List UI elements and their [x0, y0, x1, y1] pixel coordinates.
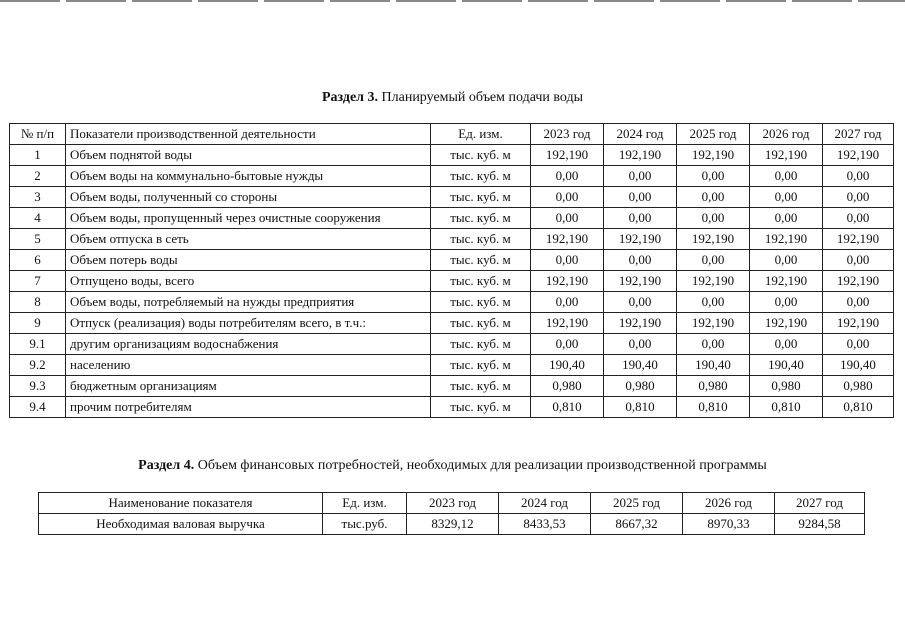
table-cell: 192,190	[604, 313, 677, 334]
table-cell: 0,00	[750, 250, 823, 271]
table-cell: 8	[10, 292, 66, 313]
table-cell: 8329,12	[407, 514, 499, 535]
header-cell-2023: 2023 год	[531, 124, 604, 145]
header-cell-2027: 2027 год	[823, 124, 894, 145]
table-cell: 0,810	[677, 397, 750, 418]
table-cell: 0,00	[677, 208, 750, 229]
water-supply-table	[9, 123, 894, 418]
table-cell: 0,00	[531, 187, 604, 208]
table-cell: тыс. куб. м	[431, 229, 531, 250]
table-row	[10, 145, 894, 166]
table-cell: Объем воды на коммунально-бытовые нужды	[66, 166, 431, 187]
table-cell: 190,40	[604, 355, 677, 376]
table-cell: Объем воды, полученный со стороны	[66, 187, 431, 208]
table-cell: 0,00	[750, 166, 823, 187]
table-row	[10, 271, 894, 292]
table-cell: 3	[10, 187, 66, 208]
table-cell: бюджетным организациям	[66, 376, 431, 397]
table-cell: тыс. куб. м	[431, 187, 531, 208]
table-cell: 192,190	[531, 145, 604, 166]
table-cell: другим организациям водоснабжения	[66, 334, 431, 355]
table-cell: 0,00	[823, 334, 894, 355]
table-cell: 192,190	[604, 145, 677, 166]
table-cell: 0,00	[823, 250, 894, 271]
table-cell: Объем отпуска в сеть	[66, 229, 431, 250]
table-cell: Объем потерь воды	[66, 250, 431, 271]
table-cell: Объем воды, потребляемый на нужды предприятия	[66, 292, 431, 313]
table-cell: 192,190	[677, 313, 750, 334]
table-row	[10, 334, 894, 355]
table-cell: тыс. куб. м	[431, 334, 531, 355]
table-cell: 192,190	[677, 145, 750, 166]
table-cell: 0,00	[604, 187, 677, 208]
table-cell: 190,40	[823, 355, 894, 376]
header-cell-unit: Ед. изм.	[323, 493, 407, 514]
section-3-title-bold: Раздел 3.	[321, 90, 379, 105]
table-cell: 192,190	[823, 313, 894, 334]
table-cell: 8433,53	[499, 514, 591, 535]
table-cell: 0,00	[750, 187, 823, 208]
table-cell: Объем воды, пропущенный через очистные сооружения	[66, 208, 431, 229]
table-row	[10, 313, 894, 334]
table-cell: тыс. куб. м	[431, 376, 531, 397]
section-3-title	[0, 90, 905, 106]
table-cell: 192,190	[750, 271, 823, 292]
table-header-row	[10, 124, 894, 145]
table-row	[39, 514, 865, 535]
table-cell: тыс. куб. м	[431, 292, 531, 313]
table-row	[10, 250, 894, 271]
table-cell: 0,00	[677, 292, 750, 313]
table-cell: 0,980	[750, 376, 823, 397]
table-cell: 8667,32	[591, 514, 683, 535]
table-row	[10, 397, 894, 418]
table-cell: 190,40	[531, 355, 604, 376]
table-cell: 6	[10, 250, 66, 271]
table-header-row	[39, 493, 865, 514]
table-cell: 0,00	[823, 187, 894, 208]
table-cell: 9.2	[10, 355, 66, 376]
table-cell: 9.3	[10, 376, 66, 397]
section-4-title-bold: Раздел 4.	[138, 458, 195, 473]
section-4-title-text: Объем финансовых потребностей, необходимых для реализации производственной программы	[197, 458, 767, 473]
table-cell: 192,190	[604, 229, 677, 250]
table-cell: Объем поднятой воды	[66, 145, 431, 166]
table-cell: 0,00	[531, 292, 604, 313]
table-cell: 0,00	[531, 334, 604, 355]
table-cell: 0,980	[604, 376, 677, 397]
table-row	[10, 292, 894, 313]
header-cell-2026: 2026 год	[683, 493, 775, 514]
table-cell: 9.4	[10, 397, 66, 418]
table-cell: 0,00	[823, 208, 894, 229]
table-cell: 0,00	[677, 187, 750, 208]
table-cell: тыс. куб. м	[431, 271, 531, 292]
table-cell: 0,810	[604, 397, 677, 418]
table-row	[10, 187, 894, 208]
table-cell: тыс. куб. м	[431, 166, 531, 187]
table-cell: 0,00	[677, 334, 750, 355]
header-cell-2024: 2024 год	[604, 124, 677, 145]
table-cell: населению	[66, 355, 431, 376]
table-cell: 190,40	[750, 355, 823, 376]
table-cell: 1	[10, 145, 66, 166]
table-cell: 192,190	[823, 271, 894, 292]
scan-top-edge	[0, 0, 905, 2]
table-cell: 192,190	[750, 313, 823, 334]
table-cell: 192,190	[531, 313, 604, 334]
table-row	[10, 376, 894, 397]
table-cell: 9.1	[10, 334, 66, 355]
table-cell: 9284,58	[775, 514, 865, 535]
table-cell: 8970,33	[683, 514, 775, 535]
table-cell: 0,00	[604, 334, 677, 355]
table-cell: тыс. куб. м	[431, 208, 531, 229]
table-cell: 0,00	[677, 250, 750, 271]
table-cell: тыс. куб. м	[431, 355, 531, 376]
table-cell: Отпущено воды, всего	[66, 271, 431, 292]
table-cell: 192,190	[531, 271, 604, 292]
table-cell: 0,00	[531, 208, 604, 229]
table-cell: 0,00	[677, 166, 750, 187]
table-cell: 192,190	[750, 145, 823, 166]
section-4-title	[0, 458, 905, 474]
table-cell: прочим потребителям	[66, 397, 431, 418]
table-cell: 0,980	[823, 376, 894, 397]
table-cell: 2	[10, 166, 66, 187]
table-cell: 0,00	[604, 250, 677, 271]
table-cell: 0,810	[823, 397, 894, 418]
table-cell: 192,190	[823, 145, 894, 166]
table-cell: 192,190	[750, 229, 823, 250]
table-cell: 192,190	[531, 229, 604, 250]
table-cell: 192,190	[677, 229, 750, 250]
header-cell-indicator: Показатели производственной деятельности	[66, 124, 431, 145]
water-supply-table-body	[10, 145, 894, 418]
table-cell: 192,190	[823, 229, 894, 250]
table-cell: 0,00	[750, 292, 823, 313]
table-cell: тыс. куб. м	[431, 250, 531, 271]
table-cell: 0,00	[531, 250, 604, 271]
table-row	[10, 229, 894, 250]
table-cell: 5	[10, 229, 66, 250]
table-cell: 192,190	[604, 271, 677, 292]
table-row	[10, 208, 894, 229]
table-cell: тыс.руб.	[323, 514, 407, 535]
table-cell: 0,980	[531, 376, 604, 397]
table-cell: 192,190	[677, 271, 750, 292]
table-cell: 190,40	[677, 355, 750, 376]
table-cell: 0,810	[531, 397, 604, 418]
table-cell: 0,980	[677, 376, 750, 397]
table-cell: 0,00	[531, 166, 604, 187]
table-cell: тыс. куб. м	[431, 145, 531, 166]
table-row	[10, 166, 894, 187]
table-cell: 7	[10, 271, 66, 292]
header-cell-2024: 2024 год	[499, 493, 591, 514]
financial-needs-table	[38, 492, 865, 535]
table-cell: тыс. куб. м	[431, 313, 531, 334]
table-cell: 0,00	[604, 208, 677, 229]
section-3-title-text: Планируемый объем подачи воды	[381, 90, 584, 105]
table-row	[10, 355, 894, 376]
table-cell: 9	[10, 313, 66, 334]
table-cell: 0,00	[604, 292, 677, 313]
table-cell: 0,00	[750, 208, 823, 229]
table-cell: 0,00	[823, 292, 894, 313]
table-cell: 0,00	[823, 166, 894, 187]
header-cell-2025: 2025 год	[677, 124, 750, 145]
table-cell: 0,00	[750, 334, 823, 355]
table-cell: 0,810	[750, 397, 823, 418]
header-cell-2025: 2025 год	[591, 493, 683, 514]
table-cell: Отпуск (реализация) воды потребителям всего, в т.ч.:	[66, 313, 431, 334]
table-cell: тыс. куб. м	[431, 397, 531, 418]
header-cell-2026: 2026 год	[750, 124, 823, 145]
header-cell-unit: Ед. изм.	[431, 124, 531, 145]
table-cell: 4	[10, 208, 66, 229]
table-cell: 0,00	[604, 166, 677, 187]
header-cell-2023: 2023 год	[407, 493, 499, 514]
header-cell-number: № п/п	[10, 124, 66, 145]
header-cell-2027: 2027 год	[775, 493, 865, 514]
financial-needs-table-body	[39, 514, 865, 535]
header-cell-indicator-name: Наименование показателя	[39, 493, 323, 514]
table-cell: Необходимая валовая выручка	[39, 514, 323, 535]
